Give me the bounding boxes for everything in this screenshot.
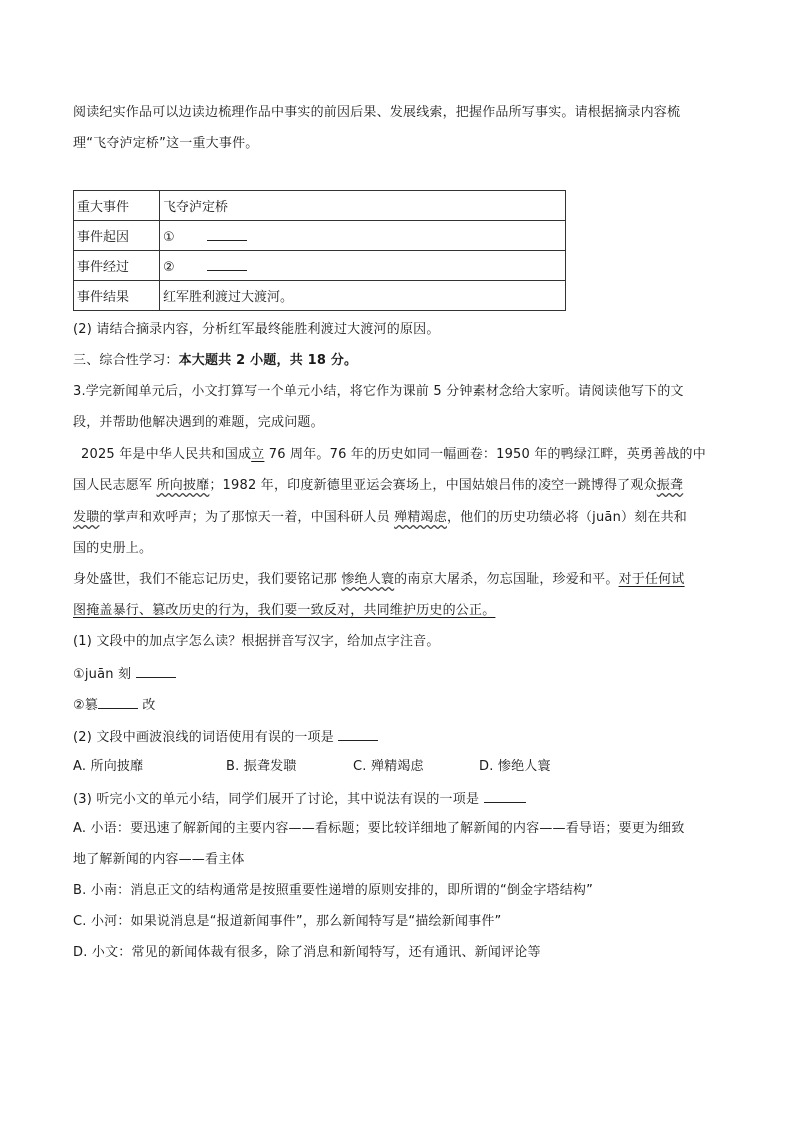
text-span: 的南京大屠杀，勿忘国耻，珍爱和平。 (394, 572, 619, 587)
table-label-cell: 事件结果 (74, 281, 160, 311)
text-span: ，他们的历史功绩必将（juān）刻在共和 (446, 510, 688, 525)
sub-question-1: (1) 文段中的加点字怎么读？根据拼音写汉字，给加点字注音。 (73, 634, 440, 649)
text-span: 改 (142, 698, 156, 713)
text-span: 国人民志愿军 (73, 478, 157, 493)
text-span: ①juān 刻 (73, 667, 132, 682)
section-3-heading (73, 352, 723, 370)
text-span: 76 周年。76 年的历史如同一幅画卷：1950 年的鸭绿江畔，英勇善战的中 (264, 447, 706, 462)
table-row (74, 191, 566, 221)
intro-line-2: 理“飞夺泸定桥”这一重大事件。 (73, 136, 259, 151)
option-d[interactable]: D. 惨绝人寰 (479, 759, 551, 774)
sub-question-3-option-d[interactable]: D. 小文：常见的新闻体裁有很多，除了消息和新闻特写，还有通讯、新闻评论等 (73, 945, 541, 960)
wavy-term-b-part-1: 振聋 (656, 478, 684, 493)
choice-answer-blank-2[interactable] (338, 727, 378, 741)
wavy-term-c: 殚精竭虑 (394, 510, 447, 525)
process-marker: ② (163, 259, 175, 275)
wavy-term-a: 所向披靡 (156, 478, 210, 493)
table-row (74, 281, 566, 311)
sub-question-1b (73, 695, 723, 715)
text-span: 2025 年是中华人民共和国成 (81, 447, 252, 462)
table-value-cell: 红军胜利渡过大渡河。 (160, 281, 566, 311)
question-2: (2) 请结合摘录内容，分析红军最终能胜利渡过大渡河的原因。 (73, 322, 440, 337)
text-span: ；1982 年，印度新德里亚运会赛场上，中国姑娘吕伟的凌空一跳博得了观众 (209, 478, 657, 493)
section-3-detail: 本大题共 2 小题，共 18 分。 (178, 353, 358, 368)
passage-2-line-1 (73, 571, 723, 589)
option-b[interactable]: B. 振聋发聩 (226, 759, 297, 774)
cause-marker: ① (163, 229, 175, 245)
sub-question-3-option-b[interactable]: B. 小南：消息正文的结构通常是按照重要性递增的原则安排的，即所谓的“倒金字塔结构” (73, 883, 594, 898)
section-3-prefix: 三、综合性学习： (73, 353, 179, 368)
table-row (74, 221, 566, 251)
table-value-cell (160, 221, 566, 251)
choice-answer-blank-3[interactable] (484, 789, 526, 803)
cause-answer-blank[interactable] (207, 227, 247, 241)
text-span: (3) 听完小文的单元小结，同学们展开了讨论，其中说法有误的一项是 (73, 792, 480, 807)
underlined-sentence-part-2: 图掩盖暴行、篡改历史的行为，我们要一致反对，共同维护历史的公正。 (73, 603, 496, 618)
passage-1-line-3 (73, 509, 723, 527)
q3-intro-line-2: 段，并帮助他解决遇到的难题，完成问题。 (73, 415, 324, 430)
wavy-term-d: 惨绝人寰 (341, 572, 395, 587)
sub-question-2 (73, 727, 723, 747)
text-span: 的掌声和欢呼声；为了那惊天一着，中国科研人员 (99, 510, 395, 525)
text-span: (2) 文段中画波浪线的词语使用有误的一项是 (73, 730, 334, 745)
sub-question-3 (73, 789, 723, 809)
sub-question-3-option-c[interactable]: C. 小河：如果说消息是“报道新闻事件”，那么新闻特写是“描绘新闻事件” (73, 914, 502, 929)
process-answer-blank[interactable] (207, 257, 247, 271)
table-label-cell: 事件起因 (74, 221, 160, 251)
text-span: 身处盛世，我们不能忘记历史，我们要铭记那 (73, 572, 342, 587)
pinyin-answer-blank[interactable] (136, 664, 176, 678)
table-label-cell: 重大事件 (74, 191, 160, 221)
sub-question-3-option-a-line-2[interactable]: 地了解新闻的内容——看主体 (73, 852, 245, 867)
table-value-cell (160, 251, 566, 281)
passage-1-line-2 (73, 477, 723, 495)
passage-2-line-2 (73, 602, 723, 620)
intro-line-1: 阅读纪实作品可以边读边梳理作品中事实的前因后果、发展线索，把握作品所写事实。请根据摘录内容梳 (73, 105, 681, 120)
sub-question-2-options (73, 758, 723, 776)
text-span: ②篡 (73, 698, 99, 713)
option-c[interactable]: C. 殚精竭虑 (353, 759, 424, 774)
wavy-term-b-part-2: 发聩 (73, 510, 100, 525)
passage-1-line-1 (81, 446, 731, 464)
table-value-cell: 飞夺泸定桥 (160, 191, 566, 221)
option-a[interactable]: A. 所向披靡 (73, 759, 144, 774)
table-label-cell: 事件经过 (74, 251, 160, 281)
q3-intro-line-1: 3.学完新闻单元后，小文打算写一个单元小结，将它作为课前 5 分钟素材念给大家听。请阅读他写下的文 (73, 384, 684, 399)
sub-question-1a (73, 664, 723, 684)
sub-question-3-option-a-line-1[interactable]: A. 小语：要迅速了解新闻的主要内容——看标题；要比较详细地了解新闻的内容——看导语；要更为细致 (73, 821, 685, 836)
passage-1-line-4: 国的史册上。 (73, 541, 153, 556)
event-table (73, 190, 566, 311)
phonetic-answer-blank[interactable] (98, 695, 138, 709)
underlined-sentence-part-1: 对于任何试 (618, 572, 685, 587)
table-row (74, 251, 566, 281)
dotted-char: 立 (251, 447, 265, 462)
